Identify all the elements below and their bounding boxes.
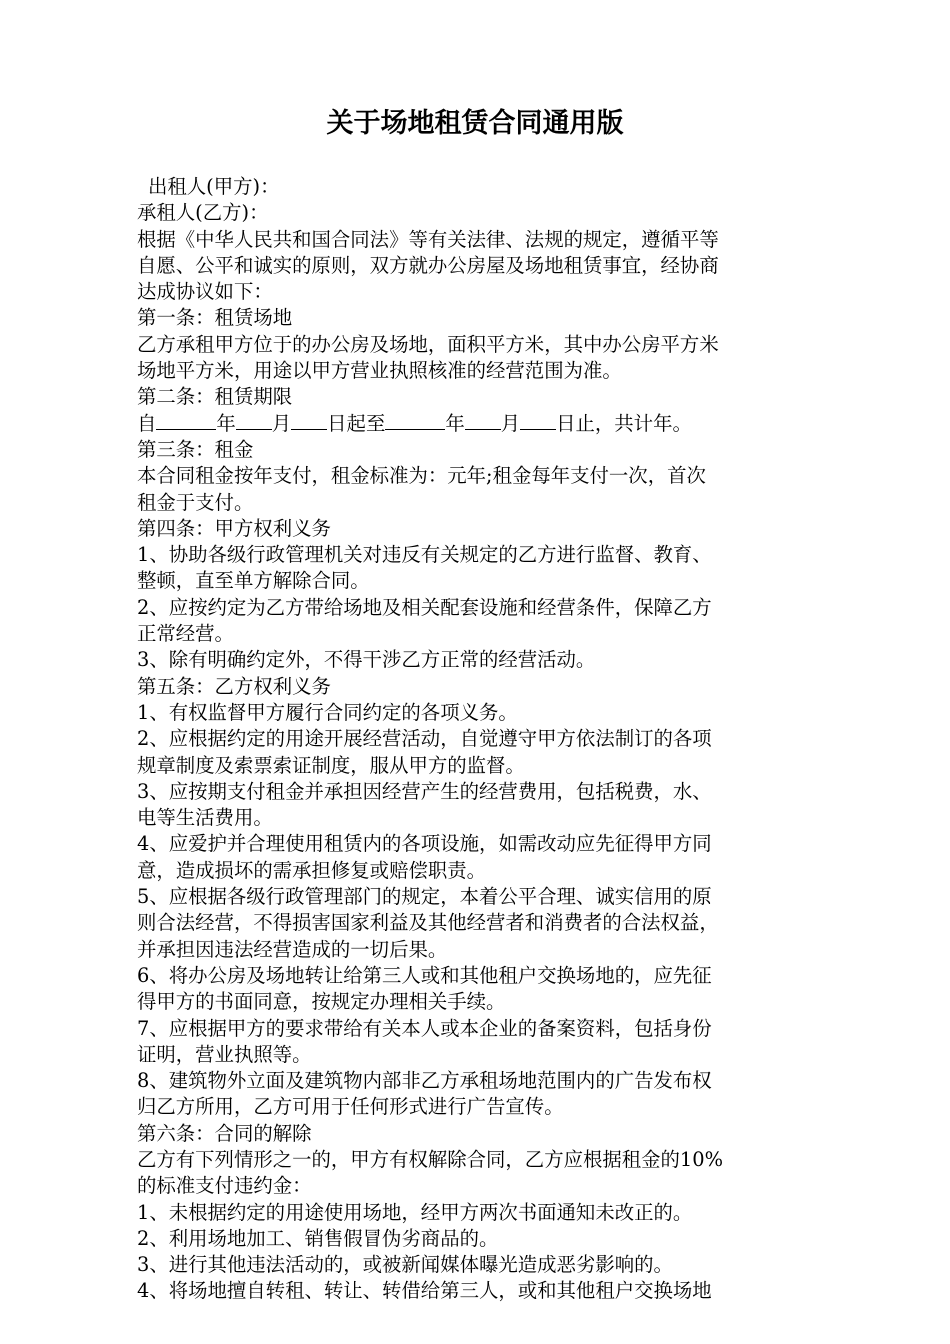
text-line: 证明，营业执照等。 <box>137 1042 312 1066</box>
text-line: 租金于支付。 <box>137 490 254 514</box>
text-line: 并承担因违法经营造成的一切后果。 <box>137 937 448 961</box>
text-line: 6、将办公房及场地转让给第三人或和其他租户交换场地的，应先征 <box>137 963 712 987</box>
text-line: 第二条：租赁期限 <box>137 385 293 409</box>
text-line: 正常经营。 <box>137 622 234 646</box>
text-line: 整顿，直至单方解除合同。 <box>137 569 370 593</box>
text-line: 3、除有明确约定外，不得干涉乙方正常的经营活动。 <box>137 648 596 672</box>
text-line: 承租人(乙方)： <box>137 201 269 225</box>
text-line: 7、应根据甲方的要求带给有关本人或本企业的备案资料，包括身份 <box>137 1016 712 1040</box>
fill-in-blank <box>236 411 272 430</box>
text-line: 第六条：合同的解除 <box>137 1121 312 1145</box>
text-line: 本合同租金按年支付，租金标准为：元年;租金每年支付一次，首次 <box>137 464 706 488</box>
text-line: 根据《中华人民共和国合同法》等有关法律、法规的规定，遵循平等 <box>137 227 719 251</box>
text-line: 8、建筑物外立面及建筑物内部非乙方承租场地范围内的广告发布权 <box>137 1069 712 1093</box>
fill-in-blank <box>520 411 556 430</box>
text-line: 3、应按期支付租金并承担因经营产生的经营费用，包括税费，水、 <box>137 779 712 803</box>
text-line: 第一条：租赁场地 <box>137 306 293 330</box>
text-line: 1、协助各级行政管理机关对违反有关规定的乙方进行监督、教育、 <box>137 543 712 567</box>
period-text: 月 <box>271 411 292 435</box>
fill-in-blank <box>385 411 445 430</box>
document-title: 关于场地租赁合同通用版 <box>326 108 624 139</box>
text-line: 自愿、公平和诚实的原则，双方就办公房屋及场地租赁事宜，经协商 <box>137 253 719 277</box>
fill-in-blank <box>156 411 216 430</box>
text-line: 第四条：甲方权利义务 <box>137 516 331 540</box>
text-line: 第五条：乙方权利义务 <box>137 674 331 698</box>
text-line: 场地平方米，用途以甲方营业执照核准的经营范围为准。 <box>137 359 622 383</box>
text-line: 第三条：租金 <box>137 437 254 461</box>
period-text: 年 <box>445 411 465 435</box>
period-text: 月 <box>500 411 521 435</box>
text-line: 4、将场地擅自转租、转让、转借给第三人，或和其他租户交换场地 <box>137 1279 712 1303</box>
text-line: 则合法经营，不得损害国家利益及其他经营者和消费者的合法权益， <box>137 911 719 935</box>
document-body <box>137 174 827 1305</box>
text-line: 2、利用场地加工、销售假冒伪劣商品的。 <box>137 1226 499 1250</box>
text-line: 达成协议如下： <box>137 280 273 304</box>
fill-in-blank <box>465 411 501 430</box>
text-line: 4、应爱护并合理使用租赁内的各项设施，如需改动应先征得甲方同 <box>137 832 712 856</box>
text-line: 规章制度及索票索证制度，服从甲方的监督。 <box>137 753 525 777</box>
text-line: 电等生活费用。 <box>137 806 273 830</box>
text-line: 意，造成损坏的需承担修复或赔偿职责。 <box>137 858 487 882</box>
text-line: 5、应根据各级行政管理部门的规定，本着公平合理、诚实信用的原 <box>137 885 712 909</box>
text-line: 1、未根据约定的用途使用场地，经甲方两次书面通知未改正的。 <box>137 1200 693 1224</box>
period-text: 日止，共计年。 <box>556 411 692 435</box>
text-line: 乙方有下列情形之一的，甲方有权解除合同，乙方应根据租金的10% <box>137 1147 724 1171</box>
text-line: 3、进行其他违法活动的，或被新闻媒体曝光造成恶劣影响的。 <box>137 1253 673 1277</box>
text-line: 1、有权监督甲方履行合同约定的各项义务。 <box>137 700 518 724</box>
period-text: 自 <box>137 411 157 435</box>
text-line: 出租人(甲方)： <box>148 175 280 198</box>
text-line: 的标准支付违约金： <box>137 1174 312 1198</box>
fill-in-blank <box>291 411 327 430</box>
text-line: 得甲方的书面同意，按规定办理相关手续。 <box>137 990 506 1014</box>
period-text: 日起至 <box>327 411 386 435</box>
text-line: 乙方承租甲方位于的办公房及场地，面积平方米，其中办公房平方米 <box>137 332 719 356</box>
lease-period-line <box>137 411 827 437</box>
text-line: 归乙方所用，乙方可用于任何形式进行广告宣传。 <box>137 1095 564 1119</box>
period-text: 年 <box>216 411 236 435</box>
text-line: 2、应按约定为乙方带给场地及相关配套设施和经营条件，保障乙方 <box>137 595 712 619</box>
text-line: 2、应根据约定的用途开展经营活动，自觉遵守甲方依法制订的各项 <box>137 727 712 751</box>
